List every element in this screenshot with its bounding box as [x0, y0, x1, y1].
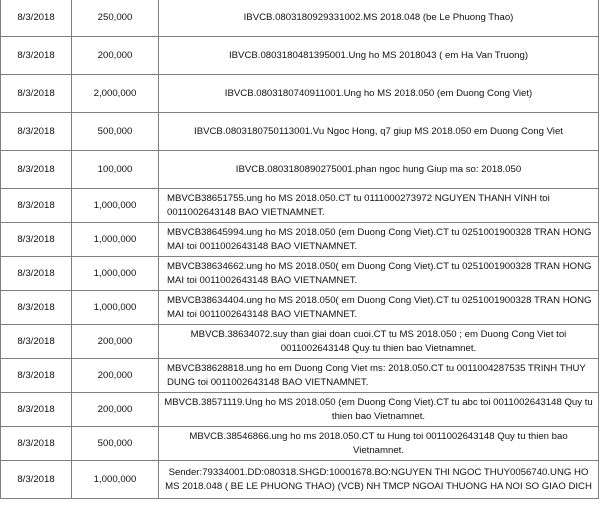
description-cell: MBVCB38634662.ung ho MS 2018.050( em Duong Cong Viet).CT tu 0251001900328 TRAN HONG MAI toi 0011002643148 BAO VIETNAMNET. [159, 257, 599, 291]
amount-cell: 200,000 [72, 359, 159, 393]
table-body [1, 0, 599, 499]
date-cell: 8/3/2018 [1, 427, 72, 461]
date-cell: 8/3/2018 [1, 257, 72, 291]
amount-cell: 250,000 [72, 0, 159, 37]
date-cell: 8/3/2018 [1, 325, 72, 359]
table-row [1, 37, 599, 75]
date-cell: 8/3/2018 [1, 37, 72, 75]
description-cell: Sender:79334001.DD:080318.SHGD:10001678.BO:NGUYEN THI NGOC THUY0056740.UNG HO MS 2018.048 ( BE LE PHUONG THAO) (VCB) NH TMCP NGOAI THUONG HA NOI SO GIAO DICH [159, 461, 599, 499]
description-cell: IBVCB.0803180481395001.Ung ho MS 2018043 ( em Ha Van Truong) [159, 37, 599, 75]
description-cell: IBVCB.0803180740911001.Ung ho MS 2018.050 (em Duong Cong Viet) [159, 75, 599, 113]
amount-cell: 1,000,000 [72, 223, 159, 257]
amount-cell: 500,000 [72, 427, 159, 461]
description-cell: IBVCB.0803180929331002.MS 2018.048 (be Le Phuong Thao) [159, 0, 599, 37]
table-row [1, 257, 599, 291]
table-row [1, 393, 599, 427]
amount-cell: 1,000,000 [72, 291, 159, 325]
amount-cell: 1,000,000 [72, 461, 159, 499]
amount-cell: 2,000,000 [72, 75, 159, 113]
table-row [1, 223, 599, 257]
description-cell: MBVCB38651755.ung ho MS 2018.050.CT tu 0111000273972 NGUYEN THANH VINH toi 0011002643148 BAO VIETNAMNET. [159, 189, 599, 223]
amount-cell: 200,000 [72, 37, 159, 75]
description-cell: MBVCB38634404.ung ho MS 2018.050( em Duong Cong Viet).CT tu 0251001900328 TRAN HONG MAI toi 0011002643148 BAO VIETNAMNET. [159, 291, 599, 325]
table-row [1, 291, 599, 325]
date-cell: 8/3/2018 [1, 151, 72, 189]
date-cell: 8/3/2018 [1, 189, 72, 223]
table-row [1, 461, 599, 499]
amount-cell: 200,000 [72, 325, 159, 359]
date-cell: 8/3/2018 [1, 461, 72, 499]
amount-cell: 1,000,000 [72, 257, 159, 291]
date-cell: 8/3/2018 [1, 359, 72, 393]
description-cell: MBVCB38645994.ung ho MS 2018.050 (em Duong Cong Viet).CT tu 0251001900328 TRAN HONG MAI toi 0011002643148 BAO VIETNAMNET. [159, 223, 599, 257]
amount-cell: 1,000,000 [72, 189, 159, 223]
amount-cell: 100,000 [72, 151, 159, 189]
date-cell: 8/3/2018 [1, 0, 72, 37]
table-row [1, 189, 599, 223]
description-cell: MBVCB.38571119.Ung ho MS 2018.050 (em Duong Cong Viet).CT tu abc toi 0011002643148 Quy tu thien bao Vietnamnet. [159, 393, 599, 427]
date-cell: 8/3/2018 [1, 75, 72, 113]
date-cell: 8/3/2018 [1, 113, 72, 151]
amount-cell: 200,000 [72, 393, 159, 427]
table-row [1, 427, 599, 461]
description-cell: MBVCB38628818.ung ho em Duong Cong Viet ms: 2018.050.CT tu 0011004287535 TRINH THUY DUNG toi 0011002643148 BAO VIETNAMNET. [159, 359, 599, 393]
table-row [1, 325, 599, 359]
description-cell: MBVCB.38634072.suy than giai doan cuoi.CT tu MS 2018.050 ; em Duong Cong Viet toi 0011002643148 Quy tu thien bao Vietnamnet. [159, 325, 599, 359]
table-row [1, 151, 599, 189]
description-cell: IBVCB.0803180890275001.phan ngoc hung Giup ma so: 2018.050 [159, 151, 599, 189]
amount-cell: 500,000 [72, 113, 159, 151]
table-row [1, 0, 599, 37]
table-row [1, 359, 599, 393]
date-cell: 8/3/2018 [1, 393, 72, 427]
table-row [1, 113, 599, 151]
description-cell: MBVCB.38546866.ung ho ms 2018.050.CT tu Hung toi 0011002643148 Quy tu thien bao Vietnamnet. [159, 427, 599, 461]
date-cell: 8/3/2018 [1, 291, 72, 325]
table-row [1, 75, 599, 113]
description-cell: IBVCB.0803180750113001.Vu Ngoc Hong, q7 giup MS 2018.050 em Duong Cong Viet [159, 113, 599, 151]
date-cell: 8/3/2018 [1, 223, 72, 257]
